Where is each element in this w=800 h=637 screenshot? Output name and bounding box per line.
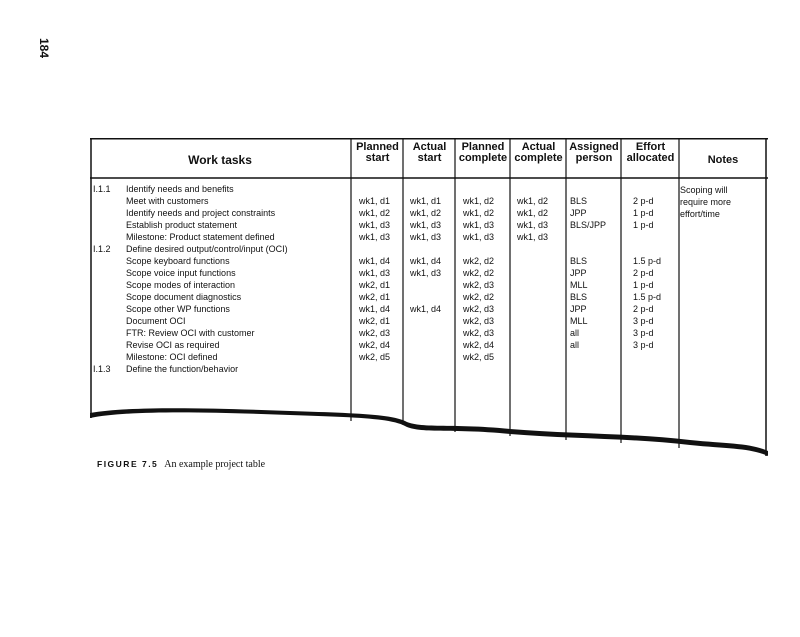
cell-as: wk1, d4 [410,256,442,266]
cell-pc: wk2, d4 [463,340,495,350]
cell-ps: wk1, d3 [359,268,391,278]
task-name: Milestone: Product statement defined [126,232,275,242]
cell-ps: wk2, d1 [359,292,391,302]
cell-effort: 1 p-d [633,208,654,218]
cell-ps: wk1, d3 [359,220,391,230]
cell-pc: wk2, d2 [463,268,495,278]
task-name: Scope document diagnostics [126,292,242,302]
cell-ps: wk1, d2 [359,208,391,218]
cell-person: JPP [570,208,587,218]
cell-as: wk1, d3 [410,268,442,278]
cell-effort: 1 p-d [633,220,654,230]
cell-ps: wk2, d1 [359,280,391,290]
cell-person: BLS [570,292,588,302]
task-number: I.1.2 [93,244,111,254]
task-name: Document OCI [126,316,186,326]
task-name: Scope other WP functions [126,304,230,314]
notes-line: require more [680,197,732,207]
cell-effort: 1.5 p-d [633,256,662,266]
header-notes: Notes [707,154,739,166]
task-name: Establish product statement [126,220,238,230]
cell-pc: wk2, d3 [463,328,495,338]
cell-ps: wk1, d3 [359,232,391,242]
notes-line: Scoping will [680,185,728,195]
cell-person: BLS/JPP [570,220,607,230]
notes-line: effort/time [680,209,720,219]
cell-ps: wk1, d1 [359,196,391,206]
task-name: Identify needs and project constraints [126,208,276,218]
page-number: 184 [37,38,51,59]
cell-pc: wk1, d2 [463,196,495,206]
cell-person: BLS [570,196,588,206]
cell-ps: wk2, d3 [359,328,391,338]
task-name: Scope keyboard functions [126,256,230,266]
figure-label: FIGURE 7.5 [97,459,159,469]
cell-as: wk1, d4 [410,304,442,314]
header-actual-start: Actual start [412,141,447,164]
cell-ac: wk1, d3 [517,232,549,242]
cell-pc: wk2, d2 [463,256,495,266]
task-number: I.1.1 [93,184,111,194]
cell-effort: 3 p-d [633,328,654,338]
cell-person: all [570,328,580,338]
cell-ps: wk2, d1 [359,316,391,326]
cell-pc: wk2, d3 [463,316,495,326]
cell-ac: wk1, d2 [517,196,549,206]
cell-ps: wk1, d4 [359,256,391,266]
task-name: Scope modes of interaction [126,280,236,290]
cell-pc: wk2, d3 [463,304,495,314]
header-assigned-person: Assigned person [569,141,619,164]
cell-ps: wk2, d5 [359,352,391,362]
header-work-tasks: Work tasks [188,153,252,167]
figure-caption-text: An example project table [164,459,266,470]
cell-ac: wk1, d3 [517,220,549,230]
task-name: Revise OCI as required [126,340,220,350]
cell-as: wk1, d1 [410,196,442,206]
cell-person: MLL [570,316,588,326]
task-name: Scope voice input functions [126,268,236,278]
cell-effort: 1 p-d [633,280,654,290]
cell-person: JPP [570,268,587,278]
task-name: Milestone: OCI defined [126,352,218,362]
cell-pc: wk1, d3 [463,232,495,242]
task-number: I.1.3 [93,364,111,374]
task-name: FTR: Review OCI with customer [126,328,255,338]
torn-bottom-edge [90,408,768,456]
cell-effort: 1.5 p-d [633,292,662,302]
task-name: Define desired output/control/input (OCI) [126,244,288,254]
cell-ps: wk1, d4 [359,304,391,314]
figure-caption [97,459,265,470]
cell-pc: wk2, d2 [463,292,495,302]
cell-as: wk1, d3 [410,220,442,230]
cell-pc: wk2, d5 [463,352,495,362]
cell-effort: 2 p-d [633,196,654,206]
cell-as: wk1, d2 [410,208,442,218]
task-name: Define the function/behavior [126,364,239,374]
task-name: Identify needs and benefits [126,184,234,194]
cell-effort: 3 p-d [633,340,654,350]
task-name: Meet with customers [126,196,209,206]
cell-person: all [570,340,580,350]
cell-person: MLL [570,280,588,290]
cell-person: JPP [570,304,587,314]
header-effort-allocated: Effort allocated [626,141,675,164]
cell-as: wk1, d3 [410,232,442,242]
header-actual-complete: Actual complete [514,141,563,164]
cell-effort: 2 p-d [633,268,654,278]
header-planned-complete: Planned complete [458,141,508,164]
cell-pc: wk1, d3 [463,220,495,230]
cell-effort: 3 p-d [633,316,654,326]
header-planned-start: Planned start [356,141,399,164]
cell-pc: wk2, d3 [463,280,495,290]
cell-pc: wk1, d2 [463,208,495,218]
cell-effort: 2 p-d [633,304,654,314]
project-table [90,138,768,468]
cell-person: BLS [570,256,588,266]
cell-ac: wk1, d2 [517,208,549,218]
cell-ps: wk2, d4 [359,340,391,350]
